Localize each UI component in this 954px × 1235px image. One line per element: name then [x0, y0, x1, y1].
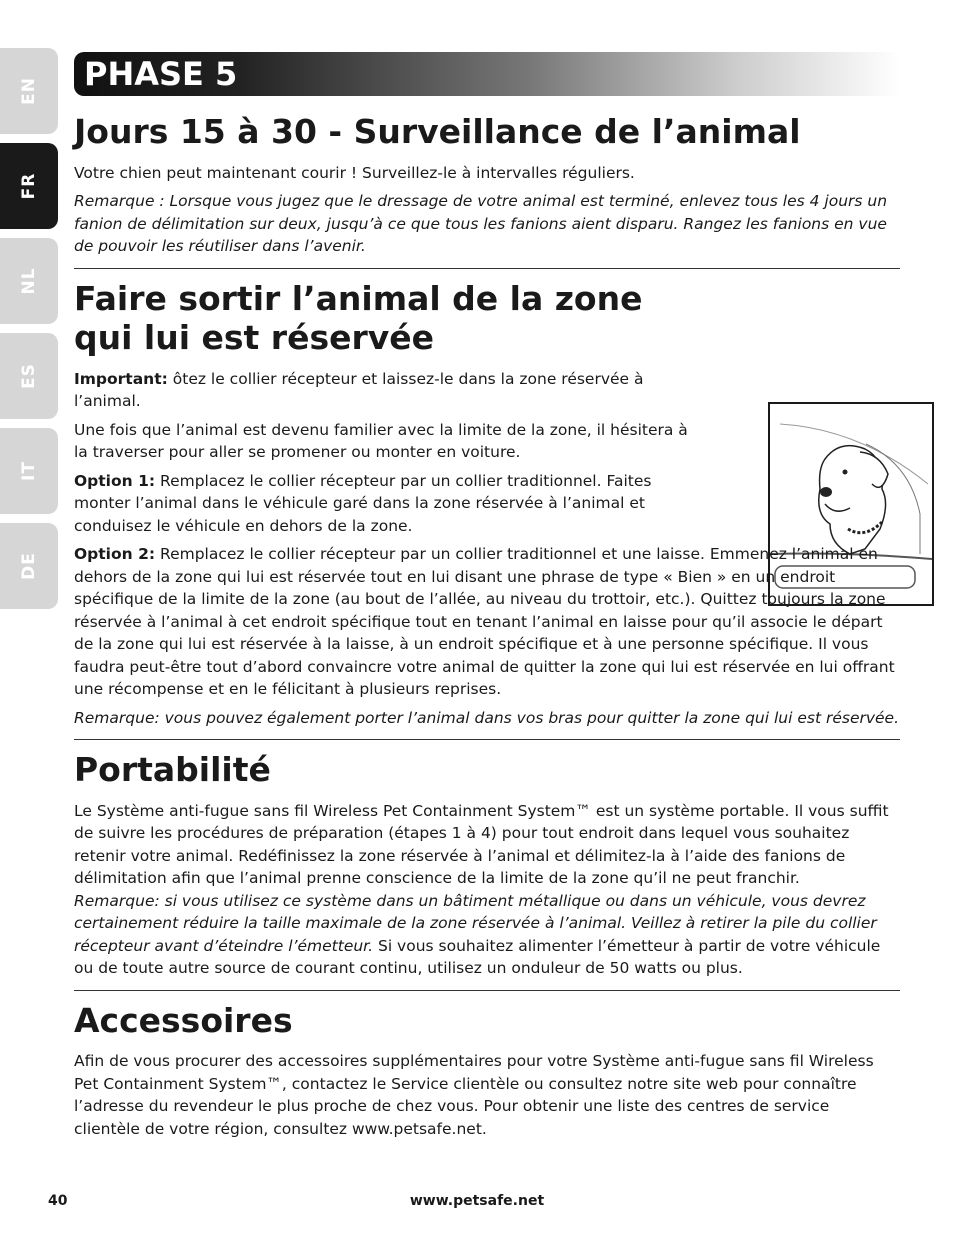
tab-en[interactable]: EN [0, 48, 58, 134]
phase-title: PHASE 5 [84, 55, 238, 93]
tab-nl[interactable]: NL [0, 238, 58, 324]
tab-de[interactable]: DE [0, 523, 58, 609]
option-2-paragraph: Option 2: Remplacez le collier récepteur par un collier traditionnel et une laisse. Emmenez l’animal en dehors de la zone qui lui est réservée tout en lui disant une phrase de type « Bien » en un endroit spécifique de la limite de la zone (au bout de l’allée, au niveau du trottoir, etc.). Quittez toujours la zone réservée à l’animal à cet endroit spécifique tout en tenant l’animal en laisse pour qu’il associe le départ de la zone qui lui est réservée à la laisse, à un endroit spécifique et à une personne spécifique. Il vous faudra peut-être tout d’abord convaincre votre animal de quitter la zone qui lui est réservée en lui offrant une récompense et en le félicitant à plusieurs reprises. [74, 545, 895, 699]
divider [74, 990, 900, 991]
section-title-accessoires: Accessoires [74, 1000, 293, 1040]
important-paragraph: Important: ôtez le collier récepteur et laissez-le dans la zone réservée à l’animal. [74, 369, 644, 411]
footer-url[interactable]: www.petsafe.net [409, 1193, 545, 1209]
divider [74, 739, 900, 740]
page-number: 40 [48, 1193, 68, 1209]
option-1-paragraph: Option 1: Remplacez le collier récepteur par un collier traditionnel. Faites monter l’animal dans le véhicule garé dans la zone réservée à l’animal et conduisez le véhicule en dehors de la zone. [74, 471, 652, 535]
divider [74, 268, 900, 269]
section-title-surveillance: Jours 15 à 30 - Surveillance de l’animal [74, 112, 801, 151]
accessoires-paragraph: Afin de vous procurer des accessoires supplémentaires pour votre Système anti-fugue sans fil Wireless Pet Containment System™, contactez le Service clientèle ou consultez notre site web pour connaître l’adresse du revendeur le plus proche de chez vous. Pour obtenir une liste des centres de service clientèle de votre région, consultez www.petsafe.net. [74, 1052, 874, 1138]
phase-banner [74, 52, 900, 96]
tab-fr[interactable]: FR [0, 143, 58, 229]
language-tabs [0, 48, 58, 618]
familiar-paragraph: Une fois que l’animal est devenu familier avec la limite de la zone, il hésitera à la traverser pour aller se promener ou monter en voiture. [74, 420, 688, 462]
section-title-sortir: Faire sortir l’animal de la zone qui lui est réservée [74, 278, 643, 358]
section-title-portabilite: Portabilité [74, 750, 271, 790]
tab-es[interactable]: ES [0, 333, 58, 419]
surveillance-note: Remarque : Lorsque vous jugez que le dressage de votre animal est terminé, enlevez tous les 4 jours un fanion de délimitation sur deux, jusqu’à ce que tous les fanions aient disparu. Rangez les fanions en vue de pouvoir les réutiliser dans l’avenir. [74, 192, 888, 256]
portabilite-paragraph: Le Système anti-fugue sans fil Wireless Pet Containment System™ est un système portable. Il vous suffit de suivre les procédures de préparation (étapes 1 à 4) pour tout endroit dans lequel vous souhaitez retenir votre animal. Redéfinissez la zone réservée à l’animal et délimitez-la à l’aide des fanions de délimitation afin que l’animal prenne conscience de la limite de la zone qu’il ne peut franchir. Remarque: si vous utilisez ce système dans un bâtiment métallique ou dans un véhicule, vous devrez certainement réduire la taille maximale de la zone réservée à l’animal. Veillez à retirer la pile du collier récepteur avant d’éteindre l’émetteur. Si vous souhaitez alimenter l’émetteur à partir de votre véhicule ou de toute autre source de courant continu, utilisez un onduleur de 50 watts ou plus. [74, 801, 889, 978]
sortir-note: Remarque: vous pouvez également porter l’animal dans vos bras pour quitter la zone qui lui est réservée. [74, 708, 900, 727]
surveillance-text: Votre chien peut maintenant courir ! Surveillez-le à intervalles réguliers. [74, 163, 635, 182]
page-content [74, 112, 900, 1146]
tab-it[interactable]: IT [0, 428, 58, 514]
